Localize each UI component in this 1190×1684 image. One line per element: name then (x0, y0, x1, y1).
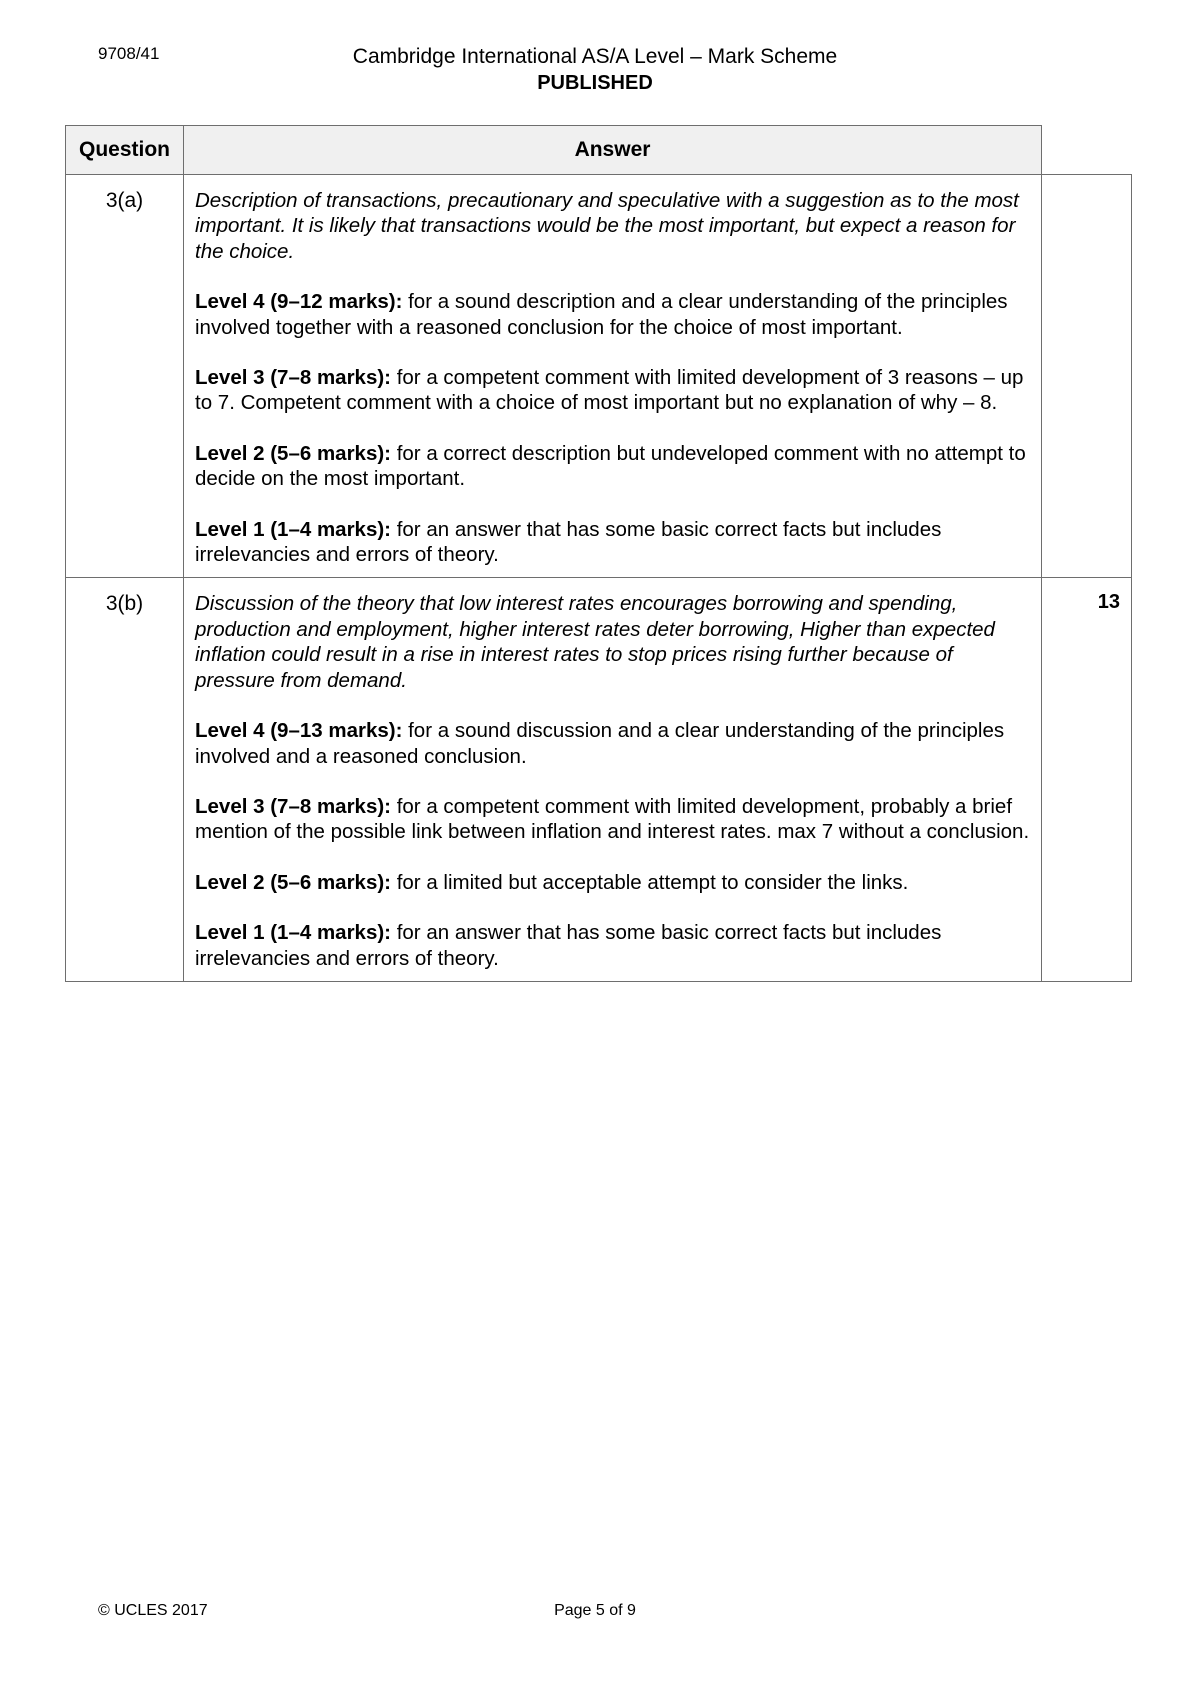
level-label: Level 4 (9–13 marks): (195, 719, 403, 743)
level-label: Level 2 (5–6 marks): (195, 441, 392, 465)
document-title-text: Cambridge International AS/A Level – Mark Scheme (352, 45, 838, 68)
level-text: for an answer that has some basic correct facts but includes irrelevancies and errors of theory. (195, 921, 942, 970)
mark-scheme-table (65, 125, 1132, 982)
table-row-3b (66, 578, 1132, 981)
level-label: Level 1 (1–4 marks): (195, 517, 392, 541)
table-row-3a (66, 175, 1132, 578)
level-4-descriptor (195, 718, 1031, 769)
published-label: PUBLISHED (537, 72, 653, 94)
level-label: Level 3 (7–8 marks): (195, 366, 392, 390)
level-text: for a limited but acceptable attempt to consider the links. (391, 870, 909, 894)
question-column-header: Question (66, 126, 184, 175)
copyright-notice: © UCLES 2017 (98, 1602, 208, 1619)
answer-cell (184, 175, 1042, 578)
table-header-row (66, 126, 1132, 175)
question-number: 3(a) (66, 175, 184, 578)
level-text: for a sound description and a clear understanding of the principles involved together with a reasoned conclusion for the choice of most important. (195, 290, 1008, 339)
level-text: for a competent comment with limited development of 3 reasons – up to 7. Competent comment with a choice of most important but no explanation of why – 8. (195, 366, 1024, 415)
paper-code: 9708/41 (98, 44, 160, 63)
level-text: for an answer that has some basic correct facts but includes irrelevancies and errors of theory. (195, 517, 942, 567)
level-label: Level 2 (5–6 marks): (195, 870, 392, 894)
marks-cell: 13 (1042, 578, 1132, 981)
question-number: 3(b) (66, 578, 184, 981)
level-4-descriptor (195, 289, 1031, 340)
level-text: for a sound discussion and a clear understanding of the principles involved and a reasoned conclusion. (195, 719, 1005, 768)
marks-column-header (1042, 126, 1132, 175)
level-1-descriptor (195, 920, 1031, 971)
level-1-descriptor (195, 517, 1031, 568)
level-3-descriptor (195, 365, 1031, 416)
level-text: for a competent comment with limited development, probably a brief mention of the possible link between inflation and interest rates. max 7 without a conclusion. (195, 794, 1030, 844)
level-label: Level 1 (1–4 marks): (195, 921, 392, 945)
level-label: Level 3 (7–8 marks): (195, 794, 392, 818)
marks-cell (1042, 175, 1132, 578)
level-2-descriptor (195, 441, 1031, 492)
level-3-descriptor (195, 794, 1031, 845)
answer-cell (184, 578, 1042, 981)
level-label: Level 4 (9–12 marks): (195, 290, 403, 314)
level-text: for a correct description but undeveloped comment with no attempt to decide on the most important. (195, 441, 1026, 491)
answer-column-header: Answer (184, 126, 1042, 175)
document-title (0, 44, 1190, 96)
answer-description: Description of transactions, precautionary and speculative with a suggestion as to the most important. It is likely that transactions would be the most important, but expect a reason for the choice. (195, 189, 1019, 263)
answer-description: Discussion of the theory that low interest rates encourages borrowing and spending, production and employment, higher interest rates deter borrowing, Higher than expected inflation could result in a rise in interest rates to stop prices rising further because of pressure from demand. (195, 592, 995, 692)
page-number: Page 5 of 9 (554, 1602, 636, 1619)
level-2-descriptor (195, 870, 1031, 895)
